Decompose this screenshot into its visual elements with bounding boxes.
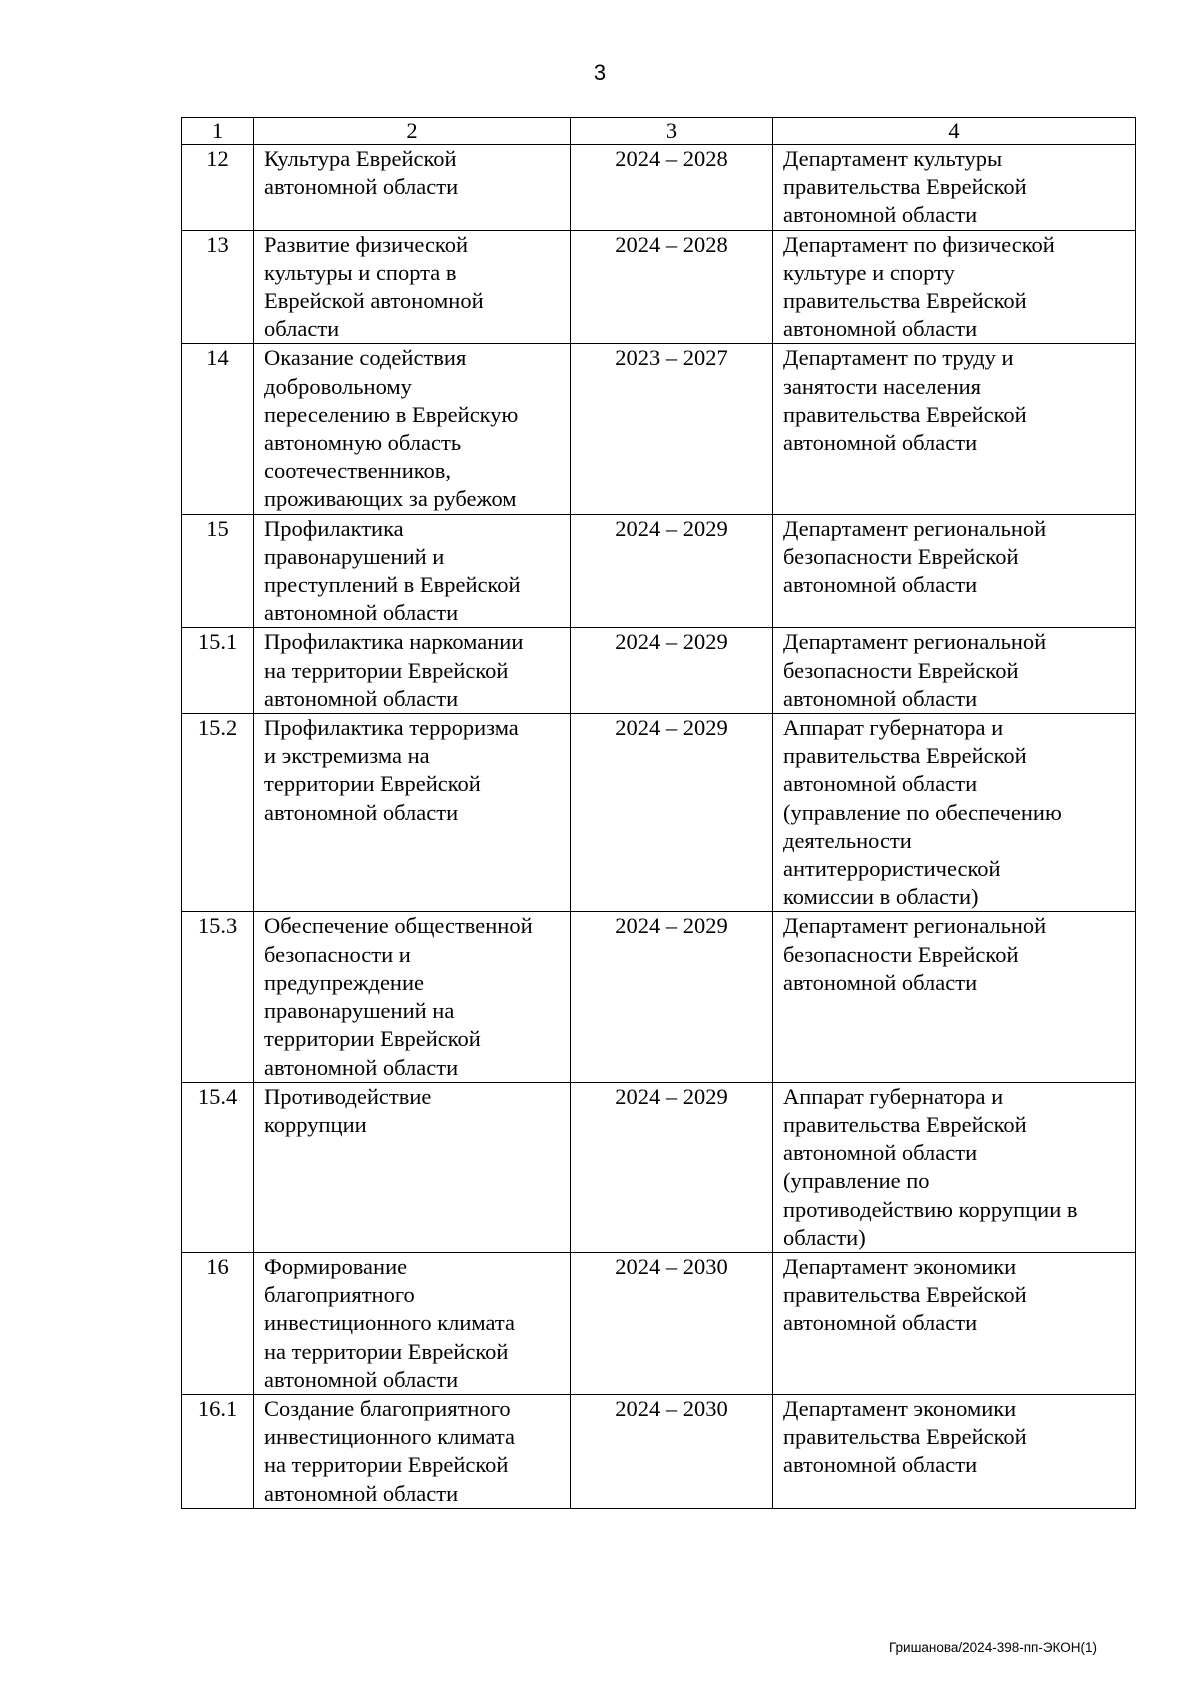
period-text: 2024 – 2029 <box>615 515 728 541</box>
row-number-cell <box>182 1082 254 1252</box>
executor-cell <box>773 628 1136 714</box>
period-text: 2023 – 2027 <box>615 345 728 371</box>
executor-cell <box>773 344 1136 514</box>
row-number-text: 16 <box>206 1253 229 1279</box>
program-name-text: Формирование благоприятного инвестиционного климата на территории Еврейской автономной области <box>264 1253 515 1392</box>
executor-text: Департамент экономики правительства Еврейской автономной области <box>783 1395 1027 1478</box>
program-name-cell <box>254 628 571 714</box>
period-text: 2024 – 2030 <box>615 1395 728 1421</box>
table-row <box>182 628 1136 714</box>
column-header-3: 3 <box>571 118 773 145</box>
program-name-cell <box>254 1082 571 1252</box>
row-number-cell <box>182 344 254 514</box>
row-number-text: 15.3 <box>197 913 238 939</box>
document-reference: Гришанова/2024-398-пп-ЭКОН(1) <box>888 1640 1097 1655</box>
table-row <box>182 514 1136 628</box>
table-row <box>182 1394 1136 1508</box>
period-cell <box>571 145 773 231</box>
program-name-text: Создание благоприятного инвестиционного климата на территории Еврейской автономной области <box>264 1395 515 1506</box>
table-body <box>182 145 1136 1509</box>
program-name-cell <box>254 145 571 231</box>
table-header-row <box>182 118 1136 145</box>
row-number-cell <box>182 1252 254 1394</box>
program-name-cell <box>254 1394 571 1508</box>
period-cell <box>571 344 773 514</box>
table-row <box>182 145 1136 231</box>
program-name-text: Развитие физической культуры и спорта в Еврейской автономной области <box>264 231 484 342</box>
program-name-cell <box>254 1252 571 1394</box>
period-text: 2024 – 2030 <box>615 1253 728 1279</box>
row-number-cell <box>182 1394 254 1508</box>
period-cell <box>571 1252 773 1394</box>
executor-cell <box>773 714 1136 912</box>
row-number-cell <box>182 912 254 1082</box>
table-row <box>182 714 1136 912</box>
program-name-text: Обеспечение общественной безопасности и предупреждение правонарушений на территории Еврейской автономной области <box>264 913 533 1080</box>
row-number-cell <box>182 628 254 714</box>
executor-text: Департамент региональной безопасности Еврейской автономной области <box>783 515 1047 598</box>
executor-cell <box>773 1252 1136 1394</box>
period-text: 2024 – 2029 <box>615 629 728 655</box>
executor-text: Департамент по труду и занятости населения правительства Еврейской автономной области <box>783 345 1027 456</box>
column-header-1: 1 <box>182 118 254 145</box>
programs-table <box>181 117 1136 1509</box>
table-row <box>182 912 1136 1082</box>
program-name-text: Оказание содействия добровольному переселению в Еврейскую автономную область соотечественников, проживающих за рубежом <box>264 345 519 512</box>
executor-text: Департамент экономики правительства Еврейской автономной области <box>783 1253 1027 1336</box>
column-header-2: 2 <box>254 118 571 145</box>
row-number-cell <box>182 714 254 912</box>
table-row <box>182 230 1136 344</box>
period-text: 2024 – 2028 <box>615 146 728 171</box>
period-cell <box>571 628 773 714</box>
row-number-text: 15 <box>206 515 229 541</box>
executor-text: Департамент региональной безопасности Еврейской автономной области <box>783 913 1047 995</box>
period-text: 2024 – 2028 <box>615 231 728 257</box>
period-cell <box>571 230 773 344</box>
program-name-text: Профилактика наркомании на территории Еврейской автономной области <box>264 629 524 711</box>
executor-text: Департамент по физической культуре и спорту правительства Еврейской автономной области <box>783 231 1055 342</box>
row-number-text: 15.1 <box>197 629 238 655</box>
period-cell <box>571 912 773 1082</box>
program-name-text: Культура Еврейской автономной области <box>264 146 459 200</box>
program-name-text: Профилактика терроризма и экстремизма на территории Еврейской автономной области <box>264 715 519 825</box>
executor-cell <box>773 1394 1136 1508</box>
row-number-text: 14 <box>206 345 229 371</box>
program-name-text: Противодействие коррупции <box>264 1083 432 1137</box>
executor-text: Департамент региональной безопасности Еврейской автономной области <box>783 629 1047 711</box>
period-cell <box>571 514 773 628</box>
program-name-cell <box>254 230 571 344</box>
row-number-text: 16.1 <box>197 1395 238 1421</box>
row-number-text: 15.2 <box>197 715 238 741</box>
period-text: 2024 – 2029 <box>615 913 728 939</box>
page-number: 3 <box>593 60 607 85</box>
executor-cell <box>773 145 1136 231</box>
row-number-text: 13 <box>206 231 229 257</box>
program-name-cell <box>254 344 571 514</box>
executor-cell <box>773 514 1136 628</box>
period-cell <box>571 1394 773 1508</box>
period-text: 2024 – 2029 <box>615 1083 728 1109</box>
executor-text: Аппарат губернатора и правительства Еврейской автономной области (управление по противодействию коррупции в области) <box>783 1083 1078 1250</box>
row-number-cell <box>182 230 254 344</box>
executor-cell <box>773 912 1136 1082</box>
row-number-cell <box>182 145 254 231</box>
table-row <box>182 1082 1136 1252</box>
row-number-text: 15.4 <box>197 1083 238 1109</box>
period-text: 2024 – 2029 <box>615 715 728 741</box>
program-name-cell <box>254 714 571 912</box>
executor-text: Департамент культуры правительства Еврейской автономной области <box>783 146 1027 228</box>
executor-cell <box>773 1082 1136 1252</box>
table-row <box>182 344 1136 514</box>
program-name-cell <box>254 912 571 1082</box>
period-cell <box>571 714 773 912</box>
table-row <box>182 1252 1136 1394</box>
program-name-cell <box>254 514 571 628</box>
column-header-4: 4 <box>773 118 1136 145</box>
row-number-cell <box>182 514 254 628</box>
executor-cell <box>773 230 1136 344</box>
period-cell <box>571 1082 773 1252</box>
executor-text: Аппарат губернатора и правительства Еврейской автономной области (управление по обеспечению деятельности антитеррористической комиссии в области) <box>783 715 1062 910</box>
row-number-text: 12 <box>206 146 229 171</box>
program-name-text: Профилактика правонарушений и преступлений в Еврейской автономной области <box>264 515 521 626</box>
